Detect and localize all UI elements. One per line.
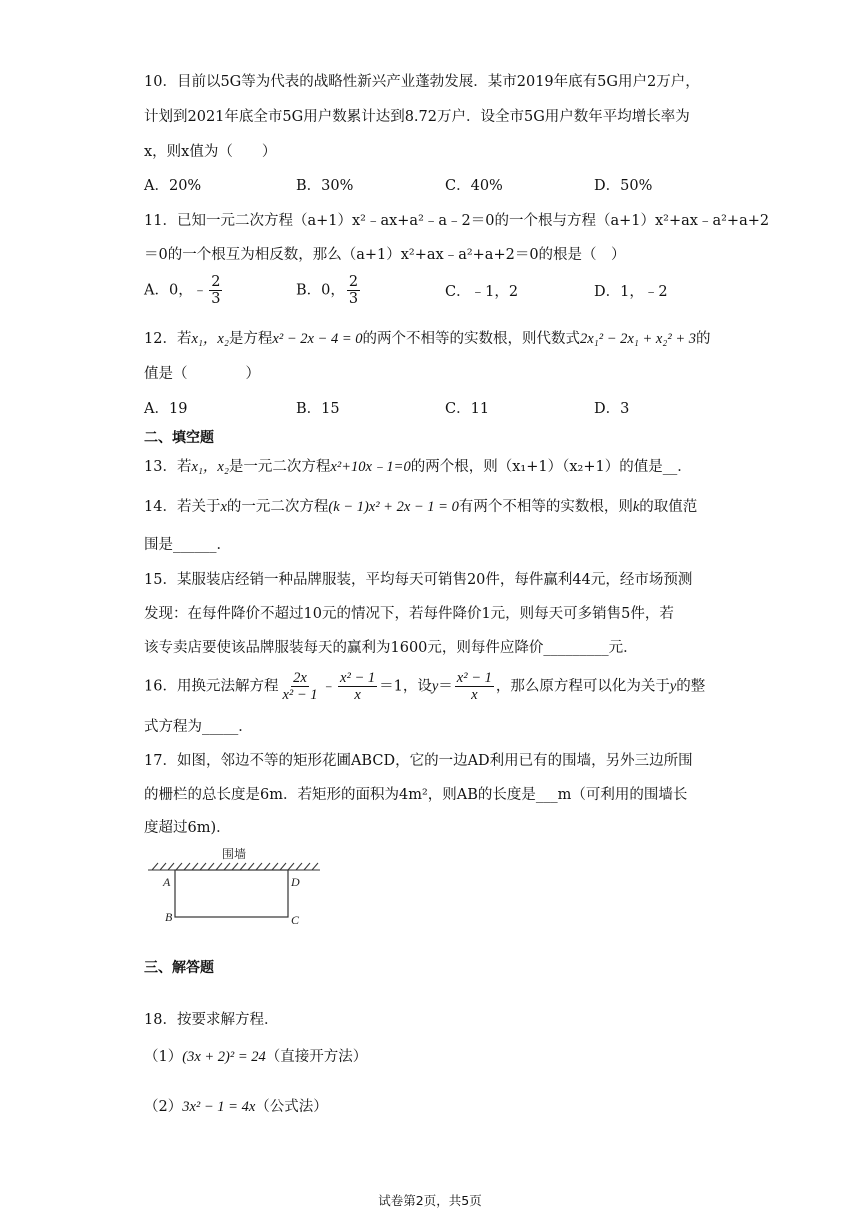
q16-line2: 式方程为_____． [144, 719, 253, 735]
label-d: D [291, 875, 300, 889]
q15-line2: 发现：在每件降价不超过10元的情况下，若每件降价1元，则每天可多销售5件，若 [144, 606, 674, 622]
q11-line1: 11．已知一元二次方程（a+1）x²﹣ax+a²﹣a﹣2＝0的一个根与方程（a+1）x²+ax﹣a²+a+2 [144, 213, 770, 229]
q12-option-d: D．3 [594, 401, 630, 417]
fraction: $\frac{2}{3}$ [211, 274, 221, 307]
q11-option-c: C．﹣1，2 [445, 284, 519, 300]
q18-line1: 18．按要求解方程． [144, 1012, 279, 1028]
q10-option-a: A．20% [144, 178, 202, 194]
q18-part2: （2）3x² − 1 = 4x（公式法） [144, 1099, 328, 1115]
fraction: $\frac{\text{x² − 1}}{x}$ [340, 670, 376, 703]
wall-label: 围墙 [222, 847, 247, 861]
wall-hatching [152, 863, 318, 870]
fraction: $\frac{2x}{\text{x² − 1}}$ [282, 670, 318, 703]
label-b: B [165, 910, 173, 924]
q10-option-d: D．50% [594, 178, 653, 194]
q10-line1: 10．目前以5G等为代表的战略性新兴产业蓬勃发展．某市2019年底有5G用户2万户， [144, 74, 700, 90]
q11-option-d: D．1，﹣2 [594, 284, 668, 300]
label-a: A [163, 875, 171, 889]
q17-diagram [148, 844, 328, 938]
q12-line2: 值是（ ） [144, 366, 260, 382]
fraction: $\frac{\text{x² − 1}}{x}$ [456, 670, 492, 703]
q13-line: 13．若x₁，x₂是一元二次方程x²+10x﹣1=0的两个根，则（x₁+1）（x₂+1）的值是__． [144, 459, 692, 475]
q10-option-c: C．40% [445, 178, 503, 194]
q11-line2: ＝0的一个根互为相反数，那么（a+1）x²+ax﹣a²+a+2＝0的根是（ ） [144, 247, 626, 263]
q10-line3: x，则x值为（ ） [144, 144, 277, 160]
q10-option-b: B．30% [296, 178, 354, 194]
q14-line2: 围是______． [144, 537, 231, 553]
q12-option-a: A．19 [144, 401, 188, 417]
q16-line1: 16．用换元法解方程 $\frac{2x}{\text{x² − 1}}$ ﹣ $\frac{\text{x² − 1}}{x}$ ＝1，设y＝ $\frac{\text{x² − 1}}{x}$ ，那么原方程可以化为关于y的整 [144, 670, 706, 703]
q11-option-a: A．0，﹣ $\frac{2}{3}$ [144, 274, 221, 307]
q12-line1: 12．若x₁，x₂是方程x² − 2x − 4 = 0的两个不相等的实数根，则代数式2x₁² − 2x₁ + x₂² + 3的 [144, 331, 711, 347]
q12-option-c: C．11 [445, 401, 490, 417]
page-footer: 试卷第2页，共5页 [378, 1193, 482, 1208]
rectangle-garden-figure [148, 844, 328, 934]
q11-option-b: B．0， $\frac{2}{3}$ [296, 274, 359, 307]
section-title-answer: 三、解答题 [144, 960, 214, 976]
q14-line1: 14．若关于x的一元二次方程(k − 1)x² + 2x − 1 = 0有两个不相等的实数根，则k的取值范 [144, 499, 698, 515]
q17-line1: 17．如图，邻边不等的矩形花圃ABCD，它的一边AD利用已有的围墙，另外三边所围 [144, 753, 693, 769]
section-title-fill-in: 二、填空题 [144, 430, 214, 446]
q10-line2: 计划到2021年底全市5G用户数累计达到8.72万户．设全市5G用户数年平均增长率为 [144, 109, 690, 125]
q18-part1: （1）(3x + 2)² = 24（直接开方法） [144, 1049, 368, 1065]
fraction: $\frac{2}{3}$ [348, 274, 359, 307]
q12-option-b: B．15 [296, 401, 340, 417]
label-c: C [291, 913, 300, 927]
q15-line1: 15．某服装店经销一种品牌服装，平均每天可销售20件，每件赢利44元，经市场预测 [144, 572, 693, 588]
q17-line3: 度超过6m)． [144, 820, 231, 836]
rectangle-abcd [175, 870, 288, 917]
q15-line3: 该专卖店要使该品牌服装每天的赢利为1600元，则每件应降价_________元． [144, 640, 638, 656]
q17-line2: 的栅栏的总长度是6m．若矩形的面积为4m²，则AB的长度是___m（可利用的围墙长 [144, 787, 688, 803]
